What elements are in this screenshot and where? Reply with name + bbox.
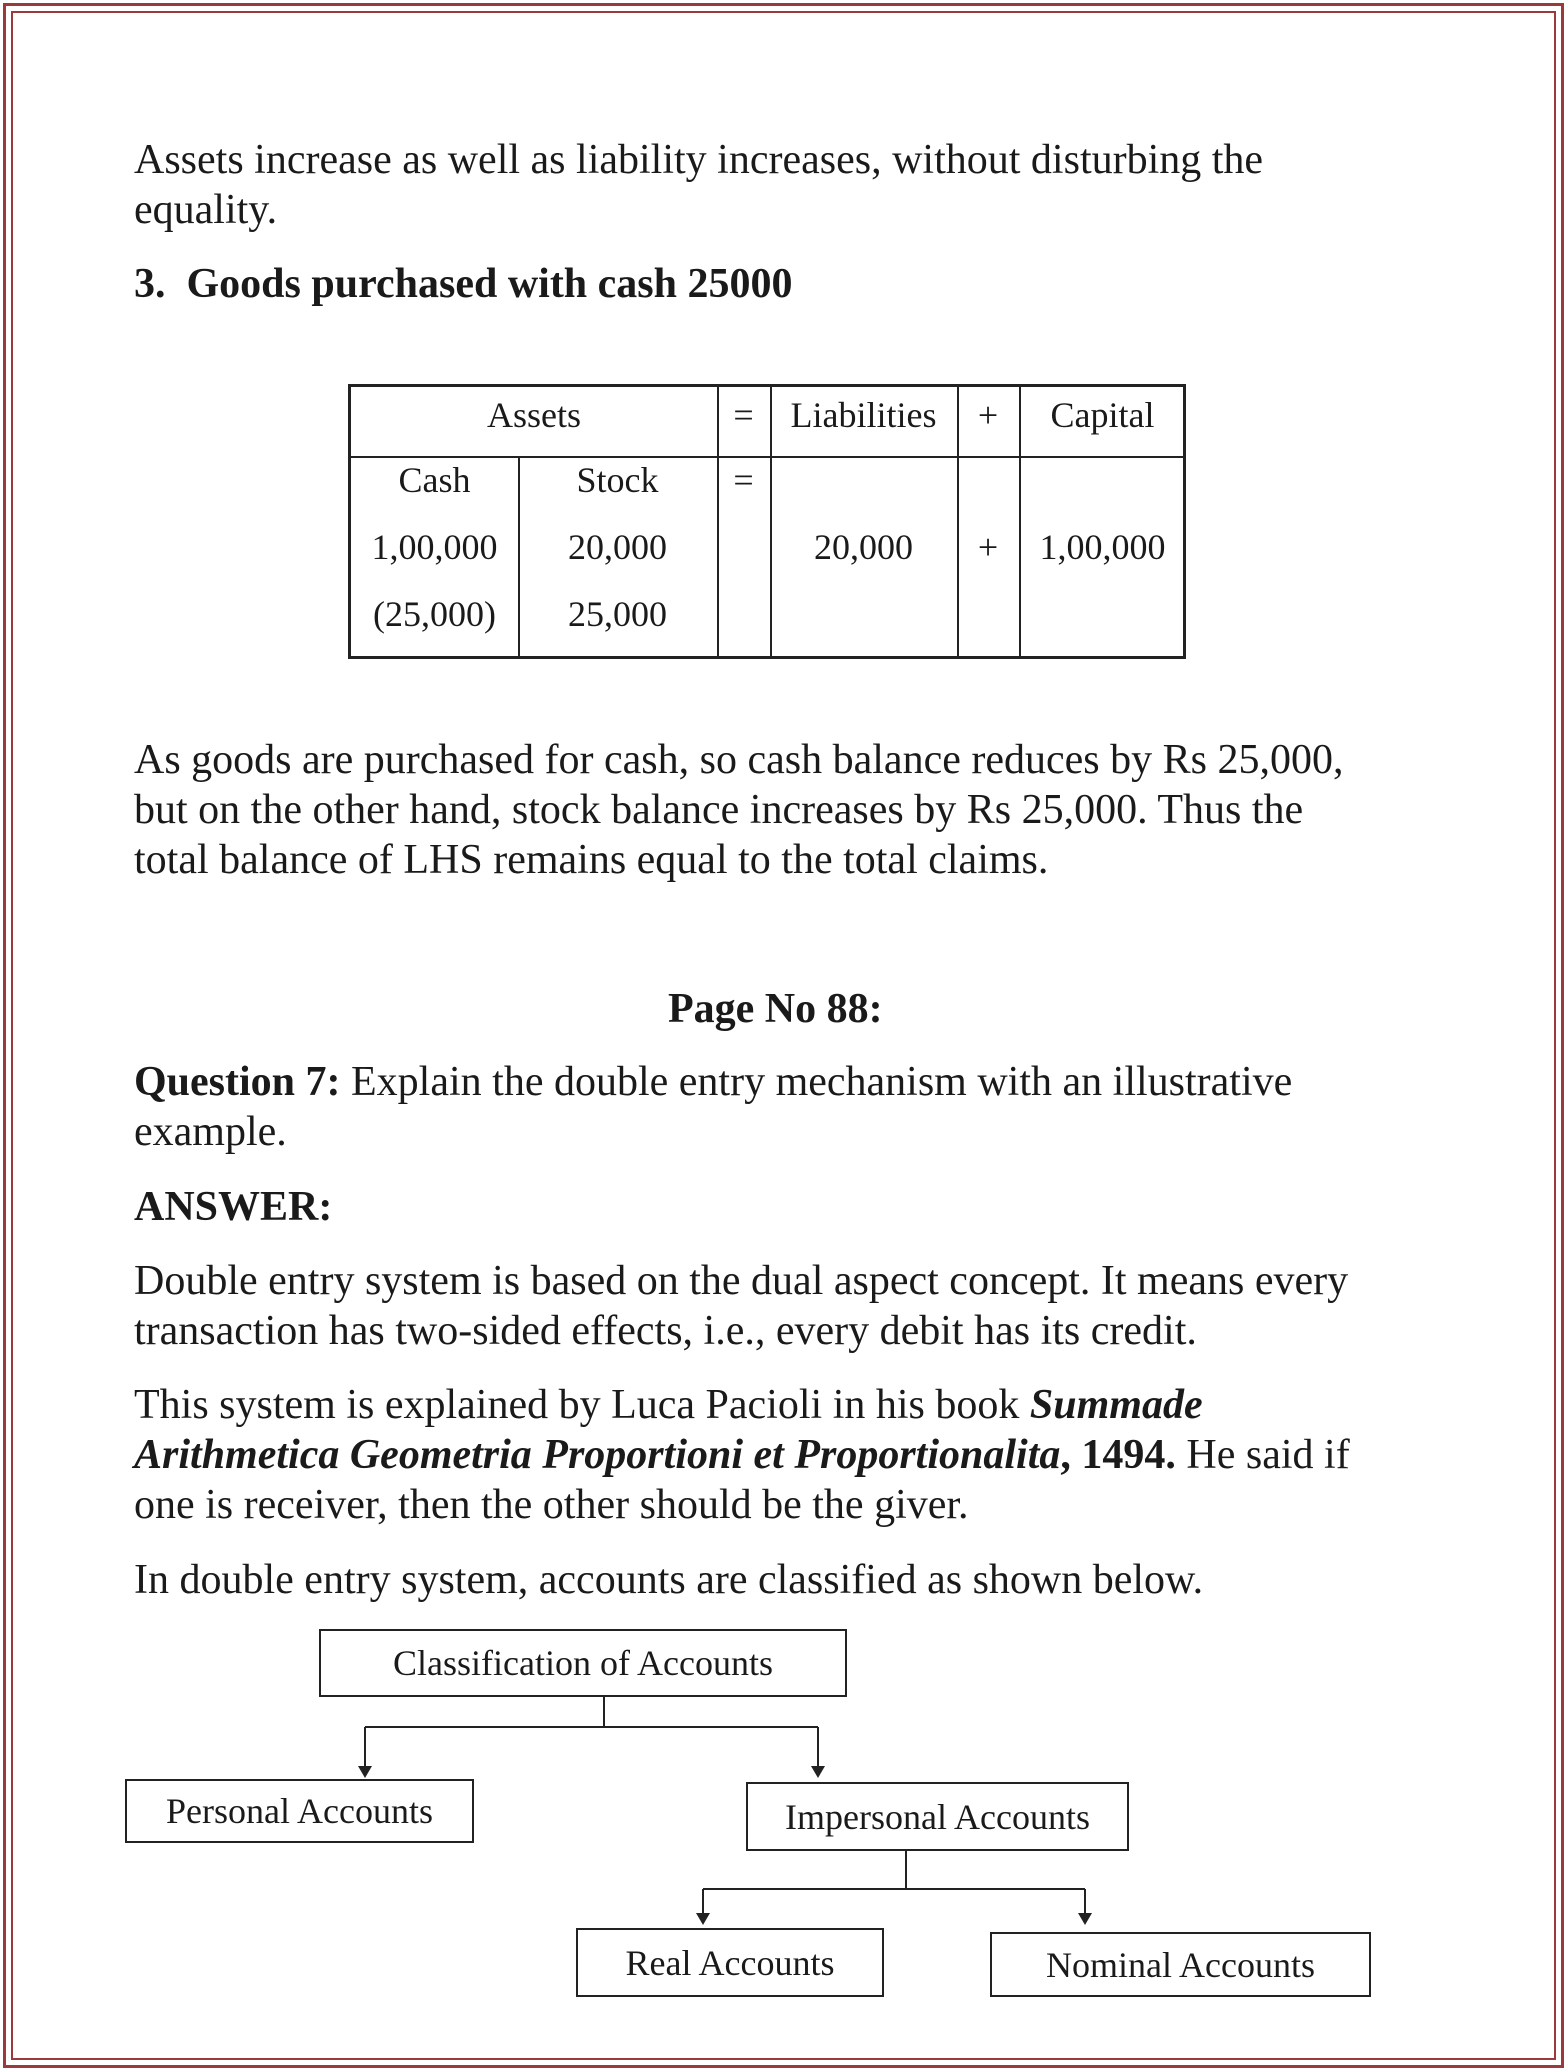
table-cell: 1,00,000: [371, 527, 498, 567]
paragraph-text: but on the other hand, stock balance increases by Rs 25,000. Thus the: [134, 787, 1304, 833]
table-cell: (25,000): [373, 594, 496, 634]
paragraph-text: This system is explained by Luca Pacioli in his book: [134, 1382, 1030, 1428]
book-title: Arithmetica Geometria Proportioni et Proportionalita: [134, 1432, 1061, 1478]
page-number-heading: Page No 88:: [668, 986, 883, 1032]
table-header-plus: +: [977, 395, 999, 435]
paragraph-text: He said if: [1175, 1432, 1350, 1478]
arrow-head-icon: [358, 1766, 372, 1778]
table-cell-equals: =: [733, 460, 754, 500]
paragraph-text: one is receiver, then the other should be the giver.: [134, 1482, 969, 1528]
question-label: Question 7:: [134, 1059, 341, 1105]
table-cell: 20,000: [814, 527, 913, 567]
paragraph-text: Assets increase as well as liability increases, without disturbing the: [134, 137, 1264, 183]
paragraph-text: As goods are purchased for cash, so cash balance reduces by Rs 25,000,: [134, 737, 1344, 783]
arrow-head-icon: [1078, 1913, 1092, 1925]
table-subheader-cash: Cash: [398, 460, 471, 500]
table-header-equals: =: [733, 395, 754, 435]
question-text: Explain the double entry mechanism with an illustrative: [340, 1059, 1293, 1105]
question-text: example.: [134, 1109, 287, 1155]
paragraph-text: total balance of LHS remains equal to the total claims.: [134, 837, 1049, 883]
table-cell-plus: +: [977, 527, 999, 567]
table-cell: 1,00,000: [1039, 527, 1166, 567]
table-header-capital: Capital: [1050, 395, 1155, 435]
book-year: , 1494.: [1060, 1432, 1176, 1478]
table-cell: 20,000: [568, 527, 667, 567]
table-cell: 25,000: [568, 594, 667, 634]
node-real-accounts: Real Accounts: [576, 1928, 884, 1997]
node-impersonal-accounts: Impersonal Accounts: [746, 1782, 1129, 1851]
node-nominal-accounts: Nominal Accounts: [990, 1932, 1371, 1997]
answer-label: ANSWER:: [134, 1184, 333, 1230]
paragraph-text: Double entry system is based on the dual aspect concept. It means every: [134, 1258, 1349, 1304]
node-classification-of-accounts: Classification of Accounts: [319, 1629, 847, 1697]
table-header-assets: Assets: [486, 395, 581, 435]
arrow-head-icon: [811, 1766, 825, 1778]
section-heading: 3. Goods purchased with cash 25000: [134, 261, 793, 307]
paragraph-text: transaction has two-sided effects, i.e., every debit has its credit.: [134, 1308, 1197, 1354]
table-header-liabilities: Liabilities: [790, 395, 937, 435]
arrow-head-icon: [696, 1913, 710, 1925]
paragraph-text: In double entry system, accounts are classified as shown below.: [134, 1557, 1204, 1603]
book-title: Summade: [1029, 1382, 1203, 1428]
paragraph-text: equality.: [134, 187, 278, 233]
node-personal-accounts: Personal Accounts: [125, 1779, 474, 1843]
table-subheader-stock: Stock: [576, 460, 659, 500]
